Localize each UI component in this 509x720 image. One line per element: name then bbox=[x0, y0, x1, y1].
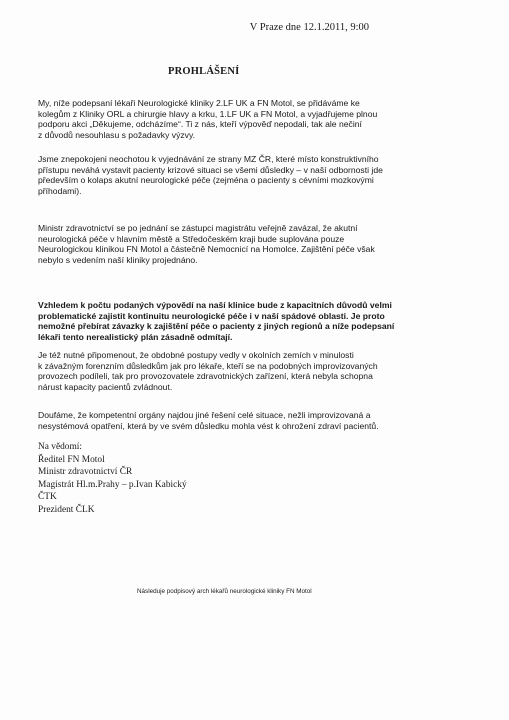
paragraph-line: Neurologickou klinikou FN Motol a částečně Nemocnicí na Homolce. Zajištění péče však bbox=[38, 244, 375, 255]
paragraph-line: Je též nutné připomenout, že obdobné postupy vedly v okolních zemích v minulosti bbox=[38, 350, 354, 360]
document-title: PROHLÁŠENÍ bbox=[168, 66, 240, 77]
paragraph-line: nesystémová opatření, která by ve svém důsledku mohla vést k ohrožení zdraví pacientů. bbox=[38, 420, 379, 431]
paragraph-line: Doufáme, že kompetentní orgány najdou jiné řešení celé situace, nežli improvizovaná a bbox=[38, 410, 371, 420]
paragraph-line: neurologická péče v hlavním městě a Středočeském kraji bude suplována pouze bbox=[38, 233, 345, 244]
date-line: V Praze dne 12.1.2011, 9:00 bbox=[249, 22, 369, 33]
paragraph-line: lékaři tento nerealistický plán zásadně odmítají. bbox=[38, 331, 233, 342]
paragraph-line: Jsme znepokojeni neochotou k vyjednávání ze strany MZ ČR, které místo konstruktivního bbox=[38, 154, 379, 164]
recipient-item: Ředitel FN Motol bbox=[38, 454, 105, 465]
paragraph-forensic bbox=[38, 350, 438, 392]
paragraph-concern bbox=[38, 154, 438, 196]
recipient-item: Magistrát Hl.m.Prahy – p.Ivan Kabický bbox=[38, 479, 187, 490]
recipients-list bbox=[38, 441, 187, 517]
paragraph-capacity-bold bbox=[38, 300, 438, 342]
paragraph-line: přístupu neváhá vystavit pacienty krizové situaci se všemi důsledky – v naší odbornosti jde bbox=[38, 164, 383, 175]
recipients-heading: Na vědomí: bbox=[38, 442, 83, 452]
paragraph-line: problematické zajistit kontinuitu neurologické péče i v naší spádové oblasti. Je proto bbox=[38, 310, 385, 321]
paragraph-line: především o kolaps akutní neurologické péče (zejména o pacienty s cévními mozkovými bbox=[38, 175, 374, 186]
signature-sheet-note: Následuje podpisový arch lékařů neurologické kliniky FN Motol bbox=[137, 588, 312, 595]
paragraph-line: nebylo s vedením naší kliniky projednáno. bbox=[38, 254, 198, 265]
paragraph-minister bbox=[38, 223, 438, 265]
paragraph-line: Ministr zdravotnictví se po jednání se zástupci magistrátu veřejně zavázal, že akutní bbox=[38, 223, 358, 233]
paragraph-line: nemožné přebírat závazky k zajištění péče o pacienty z jiných regionů a níže podepsaní bbox=[38, 321, 395, 332]
paragraph-hope bbox=[38, 410, 438, 431]
paragraph-line: My, níže podepsaní lékaři Neurologické kliniky 2.LF UK a FN Motol, se přidáváme ke bbox=[38, 98, 360, 108]
recipient-item: ČTK bbox=[38, 492, 57, 503]
paragraph-line: z důvodů nesouhlasu s požadavky výzvy. bbox=[38, 129, 196, 140]
paragraph-line: příhodami). bbox=[38, 185, 82, 196]
paragraph-line: nárust kapacity pacientů zvládnout. bbox=[38, 381, 173, 392]
paragraph-line: kolegům z Kliniky ORL a chirurgie hlavy a krku, 1.LF UK a FN Motol, a vyjadřujeme plnou bbox=[38, 108, 378, 119]
recipient-item: Ministr zdravotnictví ČR bbox=[38, 467, 133, 478]
paragraph-line: k závažným forenzním důsledkům jak pro lékaře, kteří se na podobných improvizovaných bbox=[38, 360, 378, 371]
paragraph-line: podporu akci „Děkujeme, odcházíme“. Ti z nás, kteří výpověď nepodali, tak ale nečiní bbox=[38, 119, 362, 130]
paragraph-line: provozech podíleli, tak pro provozovatele zdravotnických zařízení, která nebyla schopna bbox=[38, 371, 373, 382]
paragraph-line: Vzhledem k počtu podaných výpovědí na naší klinice bude z kapacitních důvodů velmi bbox=[38, 300, 392, 310]
paragraph-support bbox=[38, 98, 438, 140]
recipient-item: Prezident ČLK bbox=[38, 504, 95, 515]
